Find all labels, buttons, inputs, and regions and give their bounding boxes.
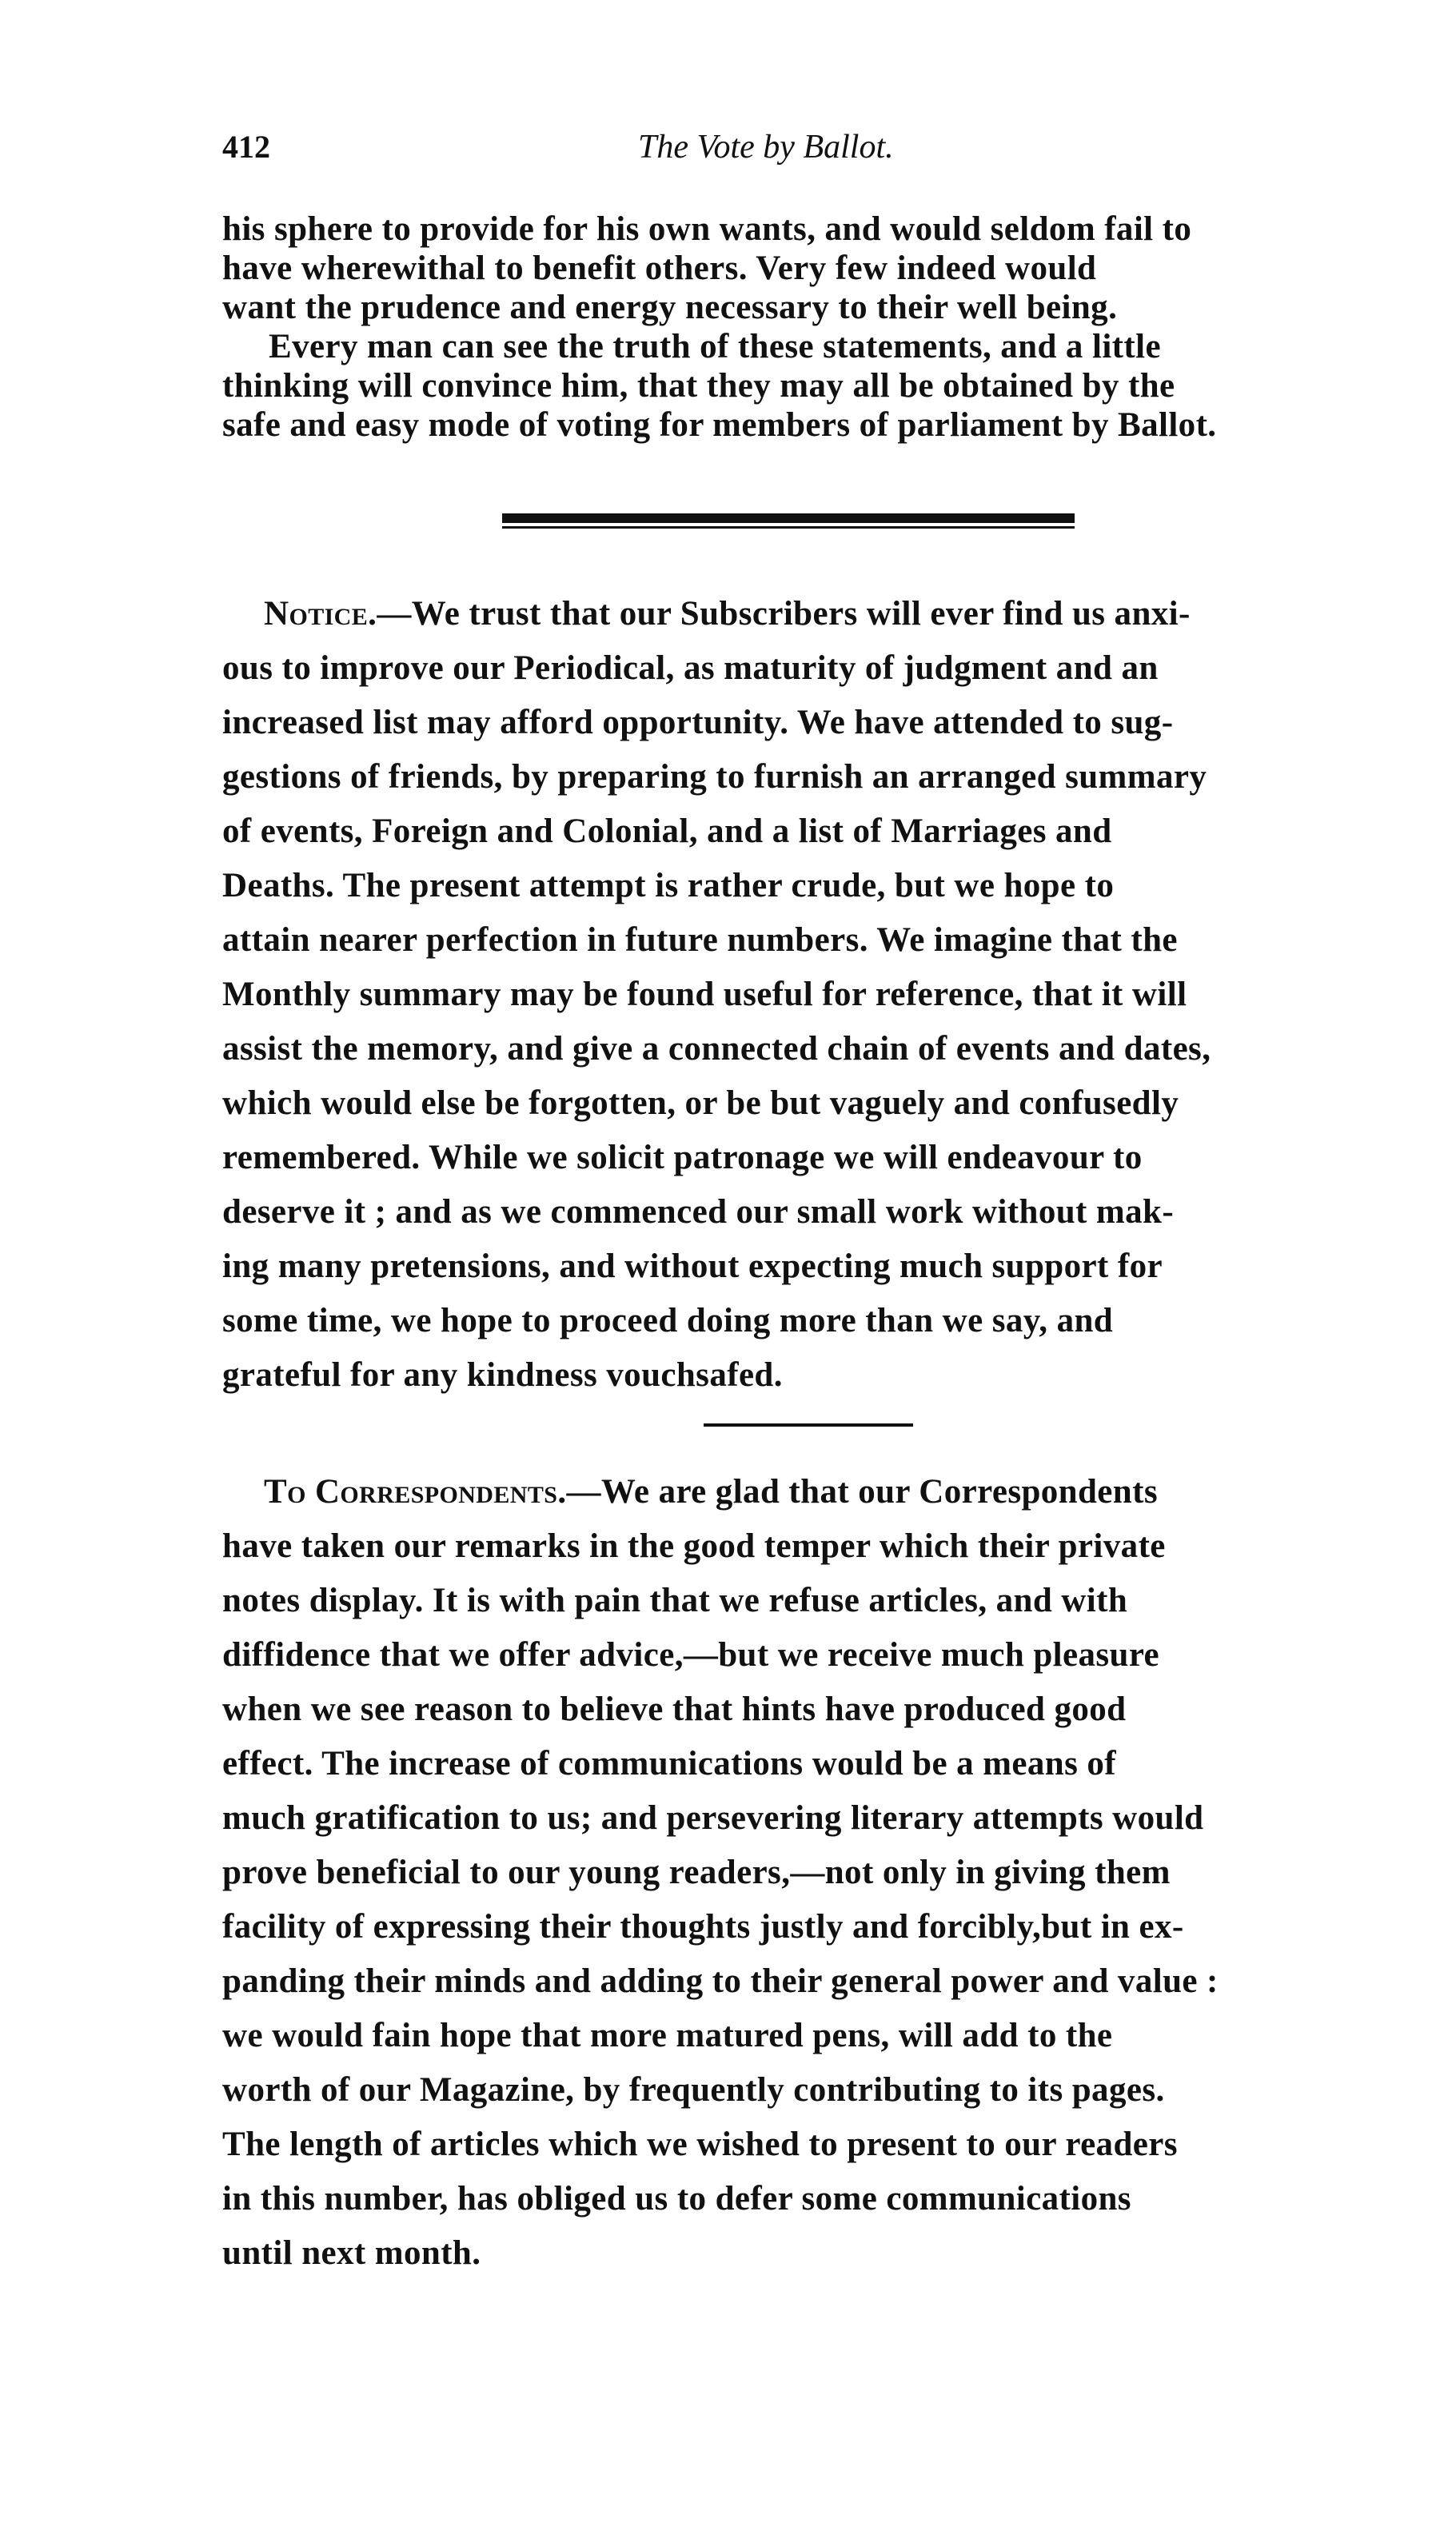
text-line: until next month. [222, 2234, 481, 2272]
text-line: Every man can see the truth of these statements, and a little [269, 328, 1161, 365]
text-line: have wherewithal to benefit others. Very few indeed would [222, 250, 1097, 287]
text-line: increased list may afford opportunity. We have attended to sug- [222, 704, 1174, 741]
notice-first-line [222, 587, 1374, 641]
text-line: some time, we hope to proceed doing more than we say, and [222, 1302, 1114, 1339]
text-line: facility of expressing their thoughts justly and forcibly,but in ex- [222, 1908, 1184, 1946]
correspondents-section [222, 1465, 1374, 2281]
text-line: which would else be forgotten, or be but vaguely and confusedly [222, 1084, 1179, 1122]
text-line: assist the memory, and give a connected chain of events and dates, [222, 1030, 1211, 1068]
text-line: ing many pretensions, and without expecting much support for [222, 1248, 1163, 1285]
correspondents-heading: To Correspondents. [264, 1473, 567, 1511]
text-line: remembered. While we solicit patronage we will endeavour to [222, 1139, 1143, 1176]
text-line: diffidence that we offer advice,—but we receive much pleasure [222, 1636, 1160, 1674]
notice-heading: Notice. [264, 595, 377, 633]
section-divider-thick [502, 513, 1075, 523]
text-line: safe and easy mode of voting for members of parliament by Ballot. [222, 406, 1217, 444]
text-line: gestions of friends, by preparing to furnish an arranged summary [222, 758, 1207, 796]
correspondents-first-line [222, 1465, 1374, 1519]
text-line: effect. The increase of communications would be a means of [222, 1745, 1116, 1782]
running-title: The Vote by Ballot. [638, 129, 894, 166]
text-line: worth of our Magazine, by frequently contributing to its pages. [222, 2071, 1165, 2109]
text-line: Deaths. The present attempt is rather crude, but we hope to [222, 867, 1115, 904]
text-line: have taken our remarks in the good temper which their private [222, 1527, 1166, 1565]
text-line: panding their minds and adding to their general power and value : [222, 1962, 1219, 2000]
text-line: we would fain hope that more matured pens, will add to the [222, 2017, 1113, 2054]
page-number: 412 [222, 129, 270, 165]
text-line: want the prudence and energy necessary to their well being. [222, 289, 1118, 326]
text-line: when we see reason to believe that hints have produced good [222, 1691, 1127, 1728]
text-line: ous to improve our Periodical, as maturity of judgment and an [222, 649, 1159, 687]
text-line: attain nearer perfection in future numbers. We imagine that the [222, 921, 1178, 959]
section-divider-thin [704, 1423, 913, 1427]
correspondents-first-line-text: —We are glad that our Correspondents [566, 1473, 1158, 1511]
text-line: of events, Foreign and Colonial, and a list of Marriages and [222, 812, 1112, 850]
page-header [222, 128, 1358, 176]
text-line: grateful for any kindness vouchsafed. [222, 1356, 783, 1394]
notice-first-line-text: —We trust that our Subscribers will ever find us anxi- [377, 595, 1191, 633]
text-line: thinking will convince him, that they may all be obtained by the [222, 367, 1175, 405]
opening-paragraph [222, 210, 1374, 445]
text-line: his sphere to provide for his own wants, and would seldom fail to [222, 210, 1192, 248]
text-line: much gratification to us; and persevering literary attempts would [222, 1799, 1204, 1837]
text-line: The length of articles which we wished to present to our readers [222, 2126, 1178, 2163]
text-line: Monthly summary may be found useful for reference, that it will [222, 976, 1187, 1013]
text-line: prove beneficial to our young readers,—not only in giving them [222, 1854, 1171, 1891]
text-line: in this number, has obliged us to defer some communications [222, 2180, 1131, 2218]
notice-section [222, 587, 1374, 1403]
text-line: deserve it ; and as we commenced our small work without mak- [222, 1193, 1175, 1231]
text-line: notes display. It is with pain that we refuse articles, and with [222, 1582, 1128, 1619]
